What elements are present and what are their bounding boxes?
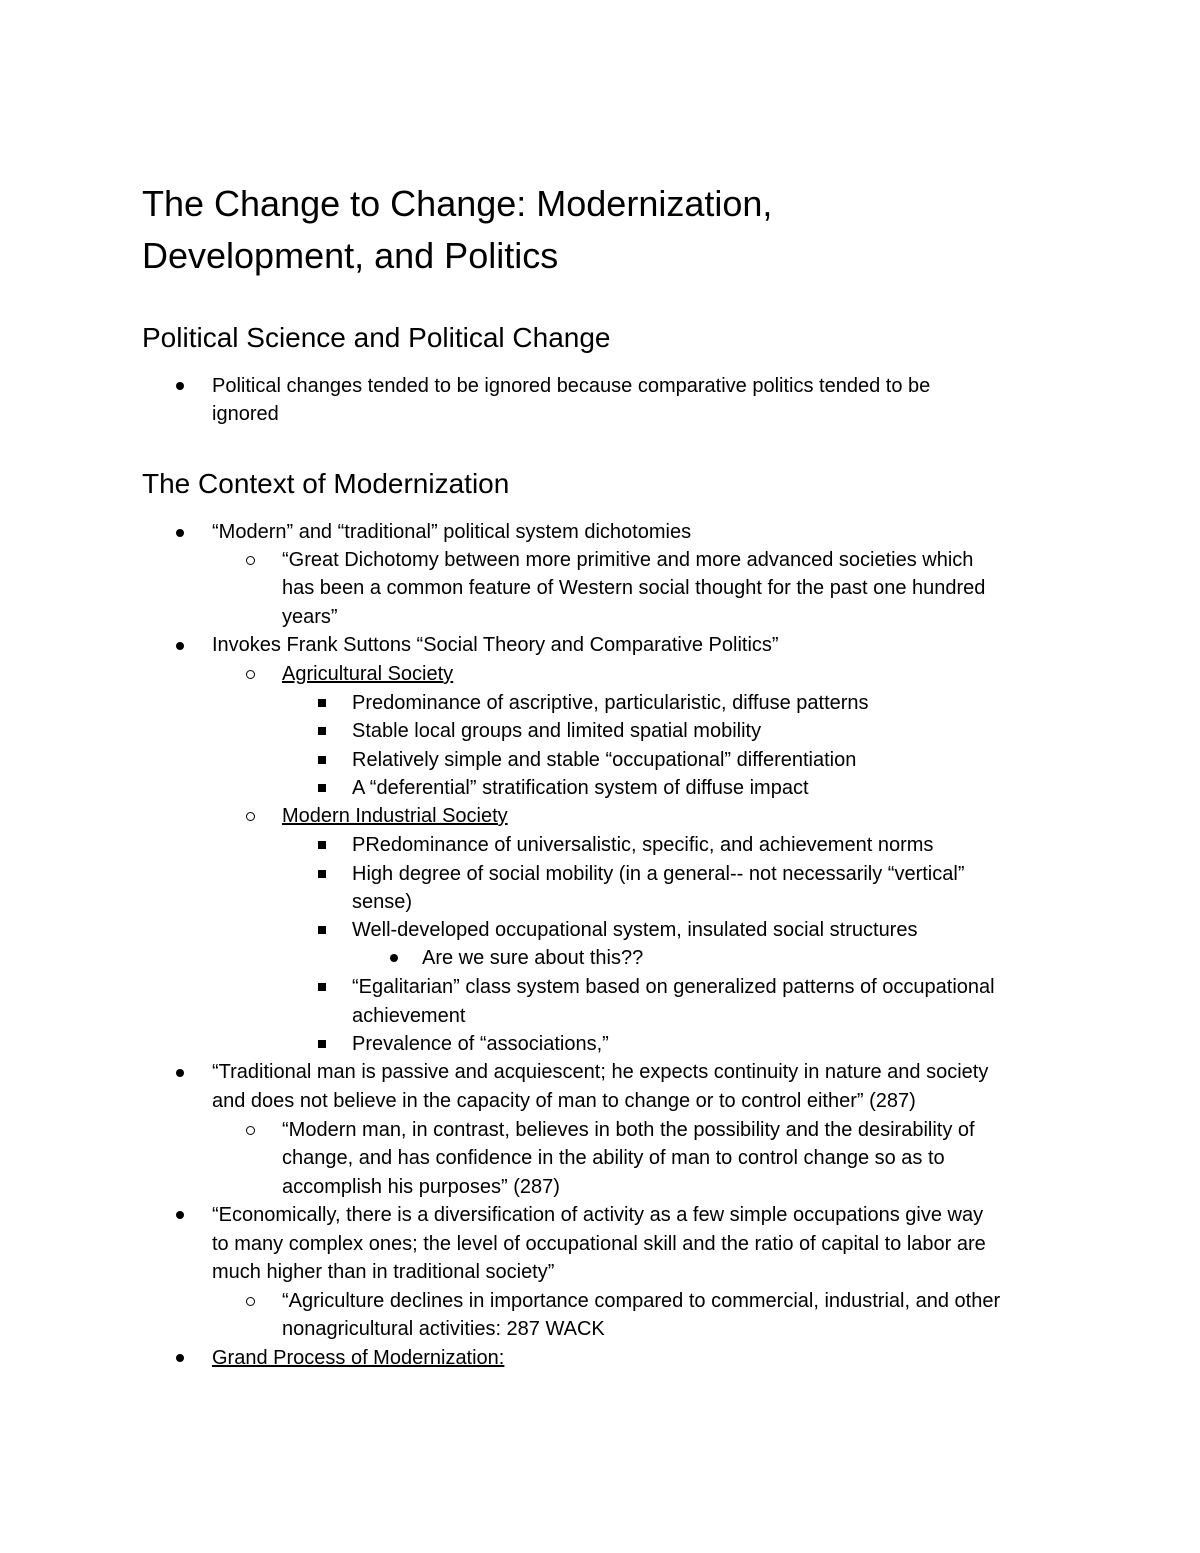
list-item-continuation: sense) [352, 891, 413, 913]
list-item: Relatively simple and stable “occupational” differentiation [352, 749, 857, 771]
bullet-square-icon [318, 983, 326, 991]
list-item: “Modern man, in contrast, believes in both the possibility and the desirability of [282, 1119, 975, 1141]
bullet-square-icon [318, 699, 326, 707]
bullet-disc-icon [176, 1069, 184, 1077]
bullet-disc-icon [176, 642, 184, 650]
bullet-circle-icon [246, 812, 255, 821]
list-item: “Traditional man is passive and acquiescent; he expects continuity in nature and society [212, 1061, 989, 1083]
list-item: A “deferential” stratification system of diffuse impact [352, 777, 809, 799]
subheading-agricultural-society: Agricultural Society [282, 663, 454, 685]
list-item-continuation: change, and has confidence in the ability of man to control change so as to [282, 1147, 945, 1169]
bullet-disc-icon [176, 529, 184, 537]
list-item: “Modern” and “traditional” political system dichotomies [212, 521, 692, 543]
bullet-square-icon [318, 1040, 326, 1048]
bullet-disc-icon [176, 1354, 184, 1362]
list-item: Well-developed occupational system, insulated social structures [352, 919, 918, 941]
list-item-continuation: and does not believe in the capacity of man to change or to control either” (287) [212, 1090, 916, 1112]
list-item: Political changes tended to be ignored because comparative politics tended to be [212, 375, 931, 397]
list-item-continuation: ignored [212, 403, 279, 425]
list-item-continuation: has been a common feature of Western social thought for the past one hundred [282, 577, 986, 599]
list-item: “Agriculture declines in importance compared to commercial, industrial, and other [282, 1290, 1001, 1312]
document-title [142, 178, 1102, 282]
bullet-circle-icon [246, 670, 255, 679]
list-item-continuation: to many complex ones; the level of occupational skill and the ratio of capital to labor are [212, 1233, 986, 1255]
list-item-continuation: much higher than in traditional society” [212, 1261, 555, 1283]
bullet-disc-icon [176, 1211, 184, 1219]
bullet-disc-icon [176, 382, 184, 390]
bullet-disc-icon [390, 954, 398, 962]
title-line: Development, and Politics [142, 235, 559, 276]
bullet-circle-icon [246, 1126, 255, 1135]
bullet-square-icon [318, 784, 326, 792]
bullet-circle-icon [246, 1297, 255, 1306]
bullet-square-icon [318, 926, 326, 934]
list-item-continuation: nonagricultural activities: 287 WACK [282, 1318, 605, 1340]
subheading-grand-process-of-modernization: Grand Process of Modernization: [212, 1347, 505, 1369]
list-item: Predominance of ascriptive, particularistic, diffuse patterns [352, 692, 869, 714]
bullet-square-icon [318, 870, 326, 878]
title-line: The Change to Change: Modernization, [142, 183, 773, 224]
list-item: “Egalitarian” class system based on generalized patterns of occupational [352, 976, 995, 998]
list-item: “Great Dichotomy between more primitive and more advanced societies which [282, 549, 974, 571]
list-item: Are we sure about this?? [422, 947, 644, 969]
list-item: PRedominance of universalistic, specific, and achievement norms [352, 834, 934, 856]
section-heading-political-science: Political Science and Political Change [142, 322, 611, 353]
bullet-square-icon [318, 841, 326, 849]
list-item: Stable local groups and limited spatial mobility [352, 720, 762, 742]
subheading-modern-industrial-society: Modern Industrial Society [282, 805, 508, 827]
bullet-square-icon [318, 756, 326, 764]
bullet-square-icon [318, 727, 326, 735]
list-item: High degree of social mobility (in a general-- not necessarily “vertical” [352, 863, 965, 885]
list-item-continuation: years” [282, 606, 338, 628]
list-item-continuation: accomplish his purposes” (287) [282, 1176, 560, 1198]
list-item: “Economically, there is a diversification of activity as a few simple occupations give way [212, 1204, 984, 1226]
list-item: Prevalence of “associations,” [352, 1033, 609, 1055]
list-item-continuation: achievement [352, 1005, 466, 1027]
list-item: Invokes Frank Suttons “Social Theory and Comparative Politics” [212, 634, 779, 656]
bullet-circle-icon [246, 556, 255, 565]
section-heading-context-of-modernization: The Context of Modernization [142, 468, 510, 499]
